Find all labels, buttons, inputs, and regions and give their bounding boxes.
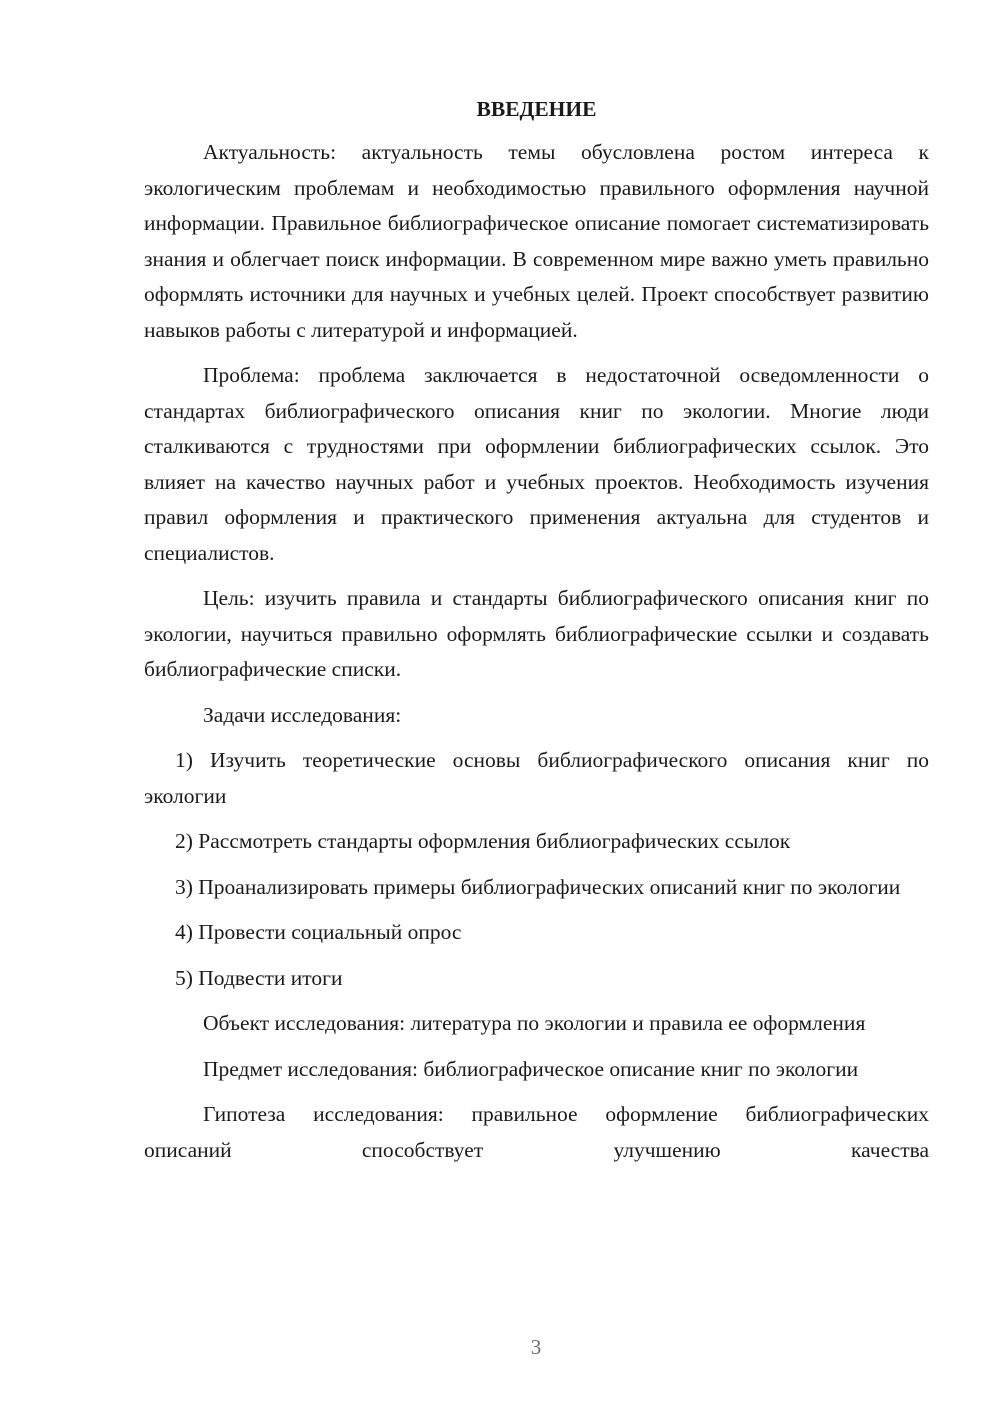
hypothesis-paragraph: Гипотеза исследования: правильное оформление библиографических описаний способствует улучшению качества (144, 1102, 929, 1162)
task-item-5: 5) Подвести итоги (175, 965, 343, 990)
task-item-1: 1) Изучить теоретические основы библиографического описания книг по экологии (144, 748, 929, 808)
goal-paragraph: Цель: изучить правила и стандарты библиографического описания книг по экологии, научиться правильно оформлять библиографические ссылки и создавать библиографические списки. (144, 586, 929, 681)
problem-paragraph: Проблема: проблема заключается в недостаточной осведомленности о стандартах библиографического описания книг по экологии. Многие люди сталкиваются с трудностями при оформлении библиографических ссылок. Это влияет на качество научных работ и учебных проектов. Необходимость изучения правил оформления и практического применения актуальна для студентов и специалистов. (144, 363, 929, 565)
relevance-paragraph: Актуальность: актуальность темы обусловлена ростом интереса к экологическим проблемам и необходимостью правильного оформления научной информации. Правильное библиографическое описание помогает систематизировать знания и облегчает поиск информации. В современном мире важно уметь правильно оформлять источники для научных и учебных целей. Проект способствует развитию навыков работы с литературой и информацией. (144, 140, 929, 342)
page-content (144, 92, 929, 1178)
page-number: 3 (530, 1335, 542, 1359)
subject-paragraph: Предмет исследования: библиографическое описание книг по экологии (203, 1056, 859, 1081)
task-item-2: 2) Рассмотреть стандарты оформления библиографических ссылок (175, 829, 791, 853)
tasks-heading: Задачи исследования: (203, 702, 402, 727)
object-paragraph: Объект исследования: литература по экологии и правила ее оформления (203, 1011, 866, 1035)
section-title: ВВЕДЕНИЕ (476, 97, 597, 121)
task-item-4: 4) Провести социальный опрос (175, 920, 462, 944)
task-item-3: 3) Проанализировать примеры библиографических описаний книг по экологии (175, 874, 901, 899)
